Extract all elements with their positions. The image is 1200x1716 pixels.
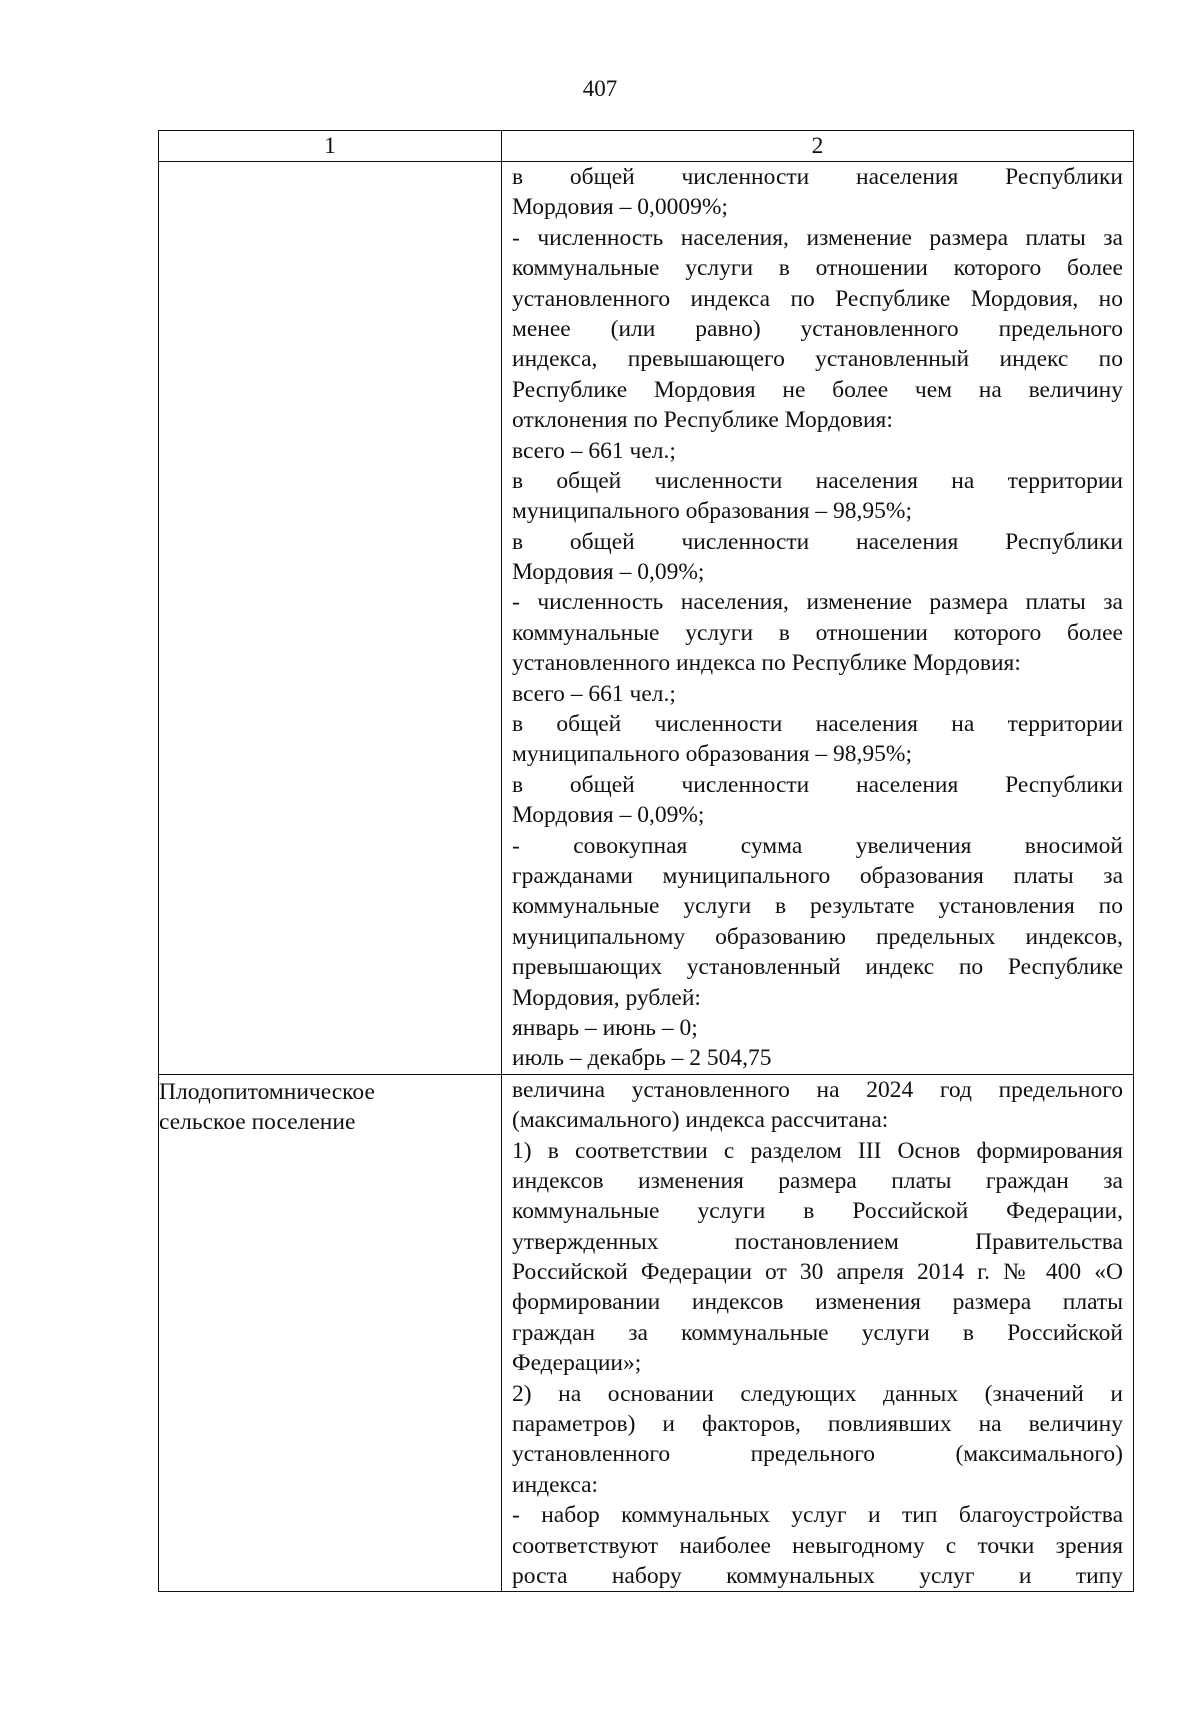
text-line: в общей численности населения Республики — [512, 528, 1123, 555]
text-line: муниципальному образованию предельных индексов, — [512, 923, 1123, 950]
text-line: коммунальные услуги в результате установления по — [512, 893, 1123, 920]
row1-col1-cell — [159, 162, 502, 1075]
row2-col2-cell — [502, 1074, 1134, 1592]
text-line: индекса, превышающего установленный индекс по — [512, 346, 1123, 373]
text-line: коммунальные услуги в отношении которого более — [512, 619, 1123, 646]
text-line: 1) в соответствии с разделом III Основ формирования — [512, 1137, 1123, 1164]
text-line: всего – 661 чел.; — [512, 680, 676, 707]
text-line: превышающих установленный индекс по Республике — [512, 954, 1123, 981]
text-line: коммунальные услуги в отношении которого более — [512, 255, 1123, 282]
text-line: в общей численности населения Республики — [512, 771, 1123, 798]
text-line: в общей численности населения Республики — [512, 164, 1123, 190]
text-line: - численность населения, изменение размера платы за — [512, 589, 1123, 616]
column-header-2: 2 — [502, 131, 1134, 162]
data-table — [158, 130, 1134, 1592]
text-line: - совокупная сумма увеличения вносимой — [512, 832, 1123, 859]
text-line: соответствуют наиболее невыгодному с точки зрения — [512, 1532, 1123, 1559]
text-line: гражданами муниципального образования платы за — [512, 862, 1123, 889]
text-line: формировании индексов изменения размера платы — [512, 1289, 1123, 1316]
row1-text — [502, 162, 1133, 1074]
table-row — [159, 1074, 1134, 1592]
text-line: Мордовия – 0,09%; — [512, 559, 705, 586]
row2-text — [502, 1075, 1133, 1592]
text-line: Мордовия, рублей: — [512, 984, 701, 1011]
row1-label — [159, 162, 501, 164]
text-line: установленного индекса по Республике Мордовия, но — [512, 285, 1123, 312]
table-header-row — [159, 131, 1134, 162]
text-line: Мордовия – 0,09%; — [512, 802, 705, 829]
row1-col2-cell — [502, 162, 1134, 1075]
text-line: 2) на основании следующих данных (значений и — [512, 1380, 1123, 1407]
text-line: - численность населения, изменение размера платы за — [512, 224, 1123, 251]
text-line: утвержденных постановлением Правительства — [512, 1228, 1123, 1255]
text-line: Республике Мордовия не более чем на величину — [512, 376, 1123, 403]
text-line: Мордовия – 0,0009%; — [512, 194, 728, 221]
text-line: роста набору коммунальных услуг и типу — [512, 1562, 1123, 1589]
text-line: муниципального образования – 98,95%; — [512, 498, 913, 525]
text-line: граждан за коммунальные услуги в Российской — [512, 1319, 1123, 1346]
text-line: Российской Федерации от 30 апреля 2014 г. № 400 «О — [512, 1259, 1123, 1286]
text-line: величина установленного на 2024 год предельного — [512, 1076, 1123, 1103]
text-line: в общей численности населения на территории — [512, 467, 1123, 494]
table-row — [159, 162, 1134, 1075]
label-line: сельское поселение — [159, 1108, 356, 1135]
column-header-1: 1 — [159, 131, 502, 162]
text-line: Федерации»; — [512, 1350, 642, 1377]
page-number: 407 — [582, 76, 618, 101]
text-line: индексов изменения размера платы граждан за — [512, 1167, 1123, 1194]
row2-label — [159, 1075, 501, 1137]
text-line: июль – декабрь – 2 504,75 — [512, 1045, 772, 1072]
label-line: Плодопитомническое — [159, 1078, 375, 1105]
text-line: муниципального образования – 98,95%; — [512, 741, 913, 768]
text-line: январь – июнь – 0; — [512, 1014, 698, 1041]
text-line: всего – 661 чел.; — [512, 437, 676, 464]
text-line: установленного индекса по Республике Мордовия: — [512, 650, 1021, 677]
text-line: индекса: — [512, 1471, 599, 1498]
row2-col1-cell — [159, 1074, 502, 1592]
text-line: (максимального) индекса рассчитана: — [512, 1107, 889, 1134]
text-line: - набор коммунальных услуг и тип благоустройства — [512, 1502, 1123, 1529]
text-line: отклонения по Республике Мордовия: — [512, 407, 893, 434]
text-line: параметров) и факторов, повлиявших на величину — [512, 1411, 1123, 1438]
text-line: коммунальные услуги в Российской Федерации, — [512, 1198, 1123, 1225]
text-line: в общей численности населения на территории — [512, 711, 1123, 738]
text-line: установленного предельного (максимального) — [512, 1441, 1123, 1468]
text-line: менее (или равно) установленного предельного — [512, 315, 1123, 342]
